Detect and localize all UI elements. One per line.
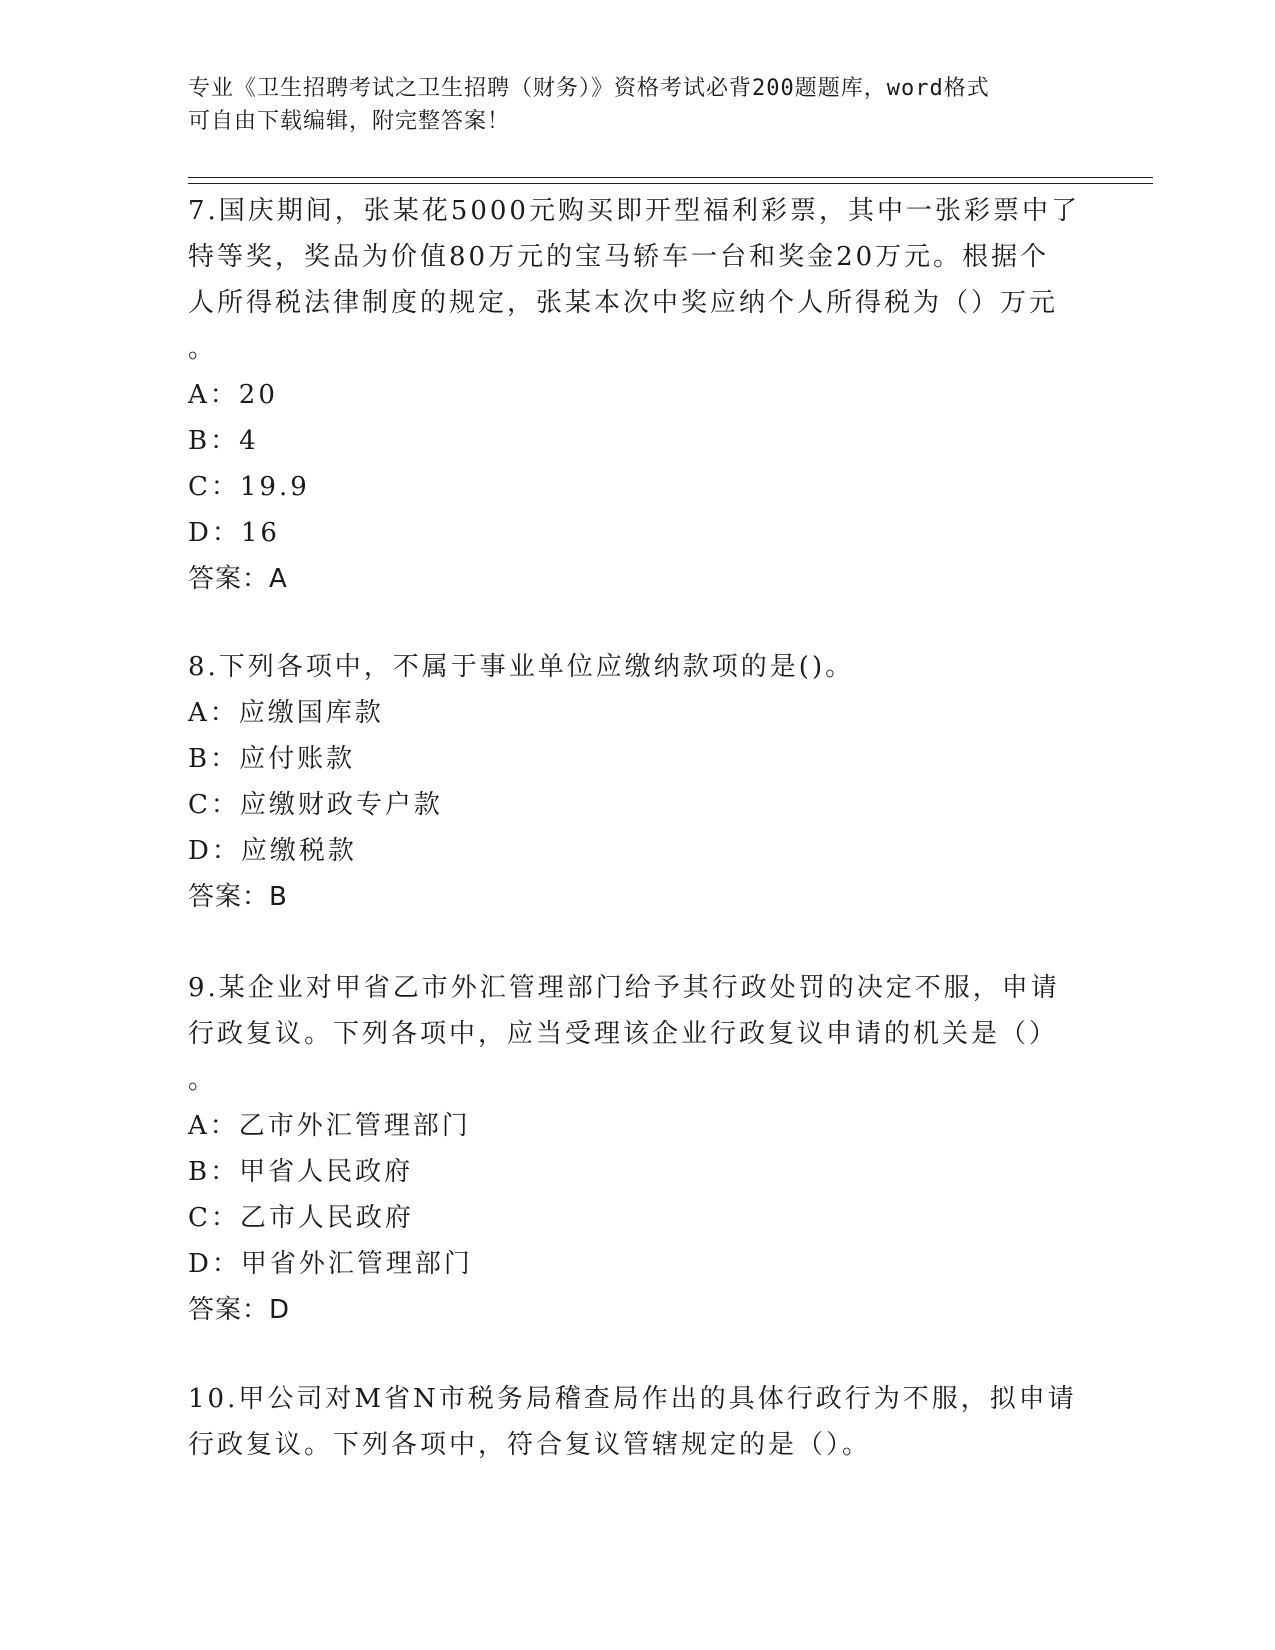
header-line-1: 专业《卫生招聘考试之卫生招聘（财务）》资格考试必背200题题库，word格式 xyxy=(188,76,990,101)
option-b: B：4 xyxy=(188,426,259,456)
option-d: D：16 xyxy=(188,518,280,548)
question-9 xyxy=(188,965,1078,1333)
answer-label: 答案：A xyxy=(188,564,288,594)
option-a: A：应缴国库款 xyxy=(188,698,384,728)
option-b: B：甲省人民政府 xyxy=(188,1157,414,1187)
question-text-line: 7.国庆期间，张某花5000元购买即开型福利彩票，其中一张彩票中了 xyxy=(188,196,1080,226)
option-a: A：乙市外汇管理部门 xyxy=(188,1111,471,1141)
header-divider-top xyxy=(188,177,1153,178)
option-a: A：20 xyxy=(188,380,278,410)
answer-label: 答案：D xyxy=(188,1295,291,1325)
question-text-line: 行政复议。下列各项中，应当受理该企业行政复议申请的机关是（） xyxy=(188,1019,1059,1049)
question-7 xyxy=(188,188,1078,602)
option-b: B：应付账款 xyxy=(188,744,356,774)
document-header xyxy=(188,72,1068,138)
question-text-line: 10.甲公司对M省N市税务局稽查局作出的具体行政行为不服，拟申请 xyxy=(188,1384,1077,1414)
question-10 xyxy=(188,1376,1078,1468)
header-divider-bottom xyxy=(188,183,1153,184)
question-text-line: 9.某企业对甲省乙市外汇管理部门给予其行政处罚的决定不服，申请 xyxy=(188,973,1060,1003)
question-8 xyxy=(188,644,1078,920)
question-text-line: 行政复议。下列各项中，符合复议管辖规定的是（）。 xyxy=(188,1430,872,1460)
question-text-line: 特等奖，奖品为价值80万元的宝马轿车一台和奖金20万元。根据个 xyxy=(188,242,1050,272)
option-d: D：甲省外汇管理部门 xyxy=(188,1249,473,1279)
question-text-line: 。 xyxy=(188,334,218,364)
option-d: D：应缴税款 xyxy=(188,836,357,866)
question-text-line: 8.下列各项中，不属于事业单位应缴纳款项的是()。 xyxy=(188,652,855,682)
option-c: C：应缴财政专户款 xyxy=(188,790,443,820)
option-c: C：乙市人民政府 xyxy=(188,1203,414,1233)
header-line-2: 可自由下载编辑，附完整答案！ xyxy=(188,109,511,134)
question-text-line: 。 xyxy=(188,1065,218,1095)
question-text-line: 人所得税法律制度的规定，张某本次中奖应纳个人所得税为（）万元 xyxy=(188,288,1059,318)
answer-label: 答案：B xyxy=(188,882,288,912)
option-c: C：19.9 xyxy=(188,472,310,502)
